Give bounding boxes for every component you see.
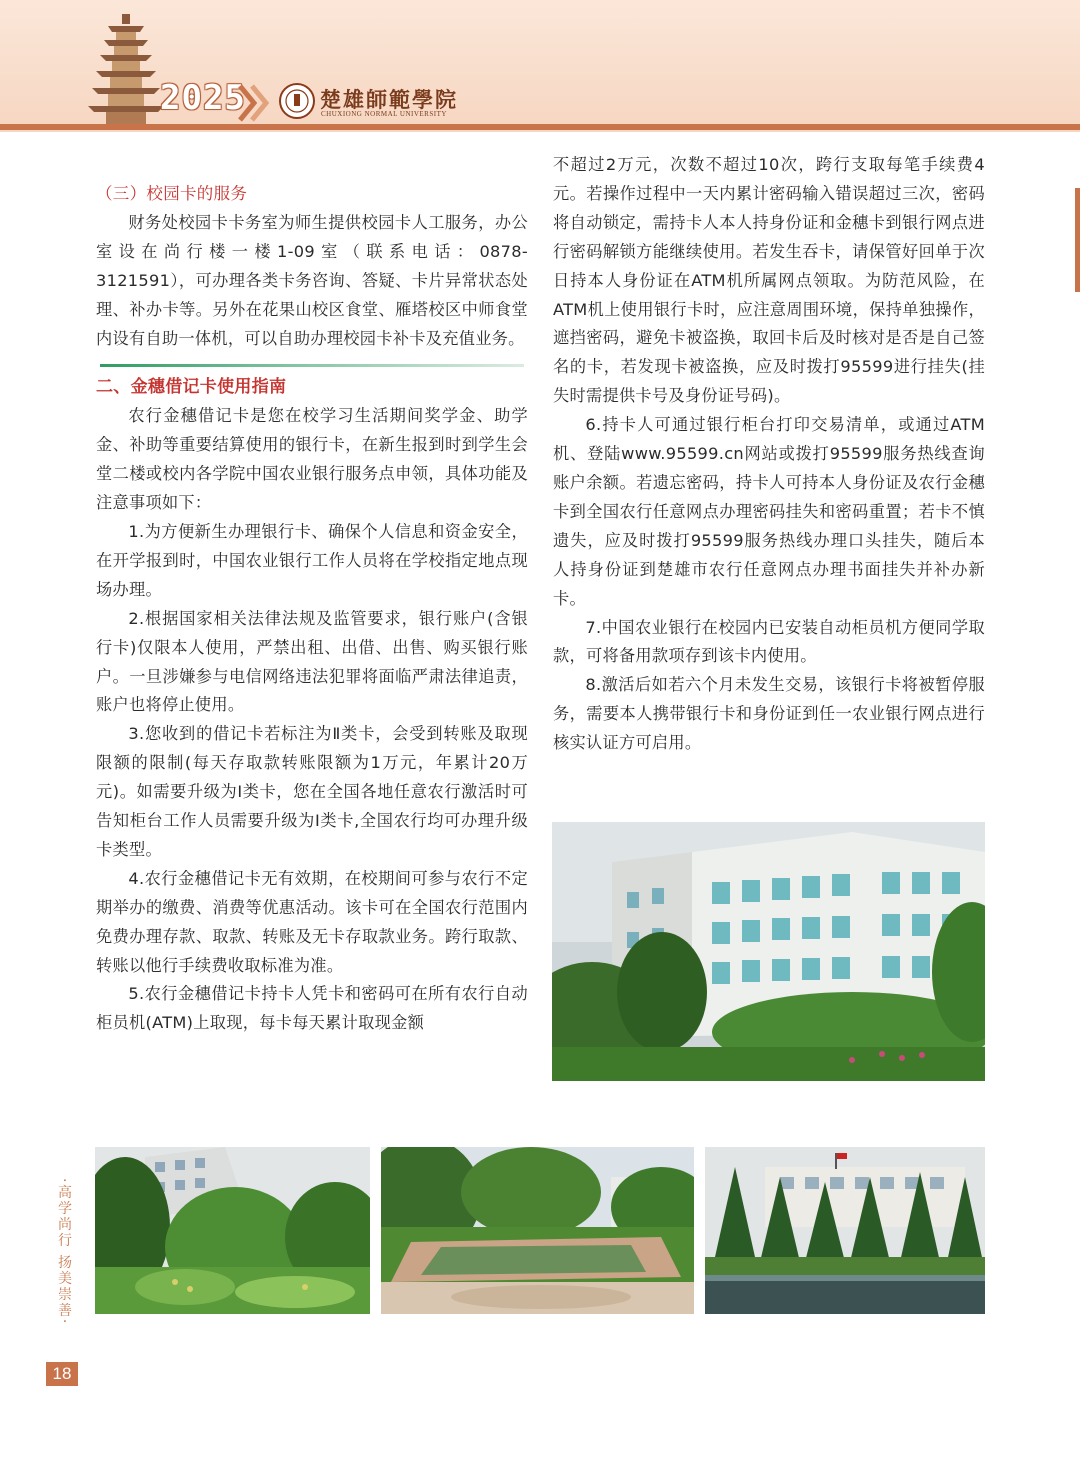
header-rule	[0, 124, 1080, 130]
item-4: 4.农行金穗借记卡无有效期，在校期间可参与农行不定期举办的缴费、消费等优惠活动。该卡可在全国农行范围内免费办理存款、取款、转账及无卡存取款业务。跨行取款、转账以他行手续费收取标准为准。	[96, 868, 528, 975]
edge-tab	[1075, 188, 1080, 292]
item-5-part-2: 不超过2万元，次数不超过10次，跨行支取每笔手续费4元。若操作过程中一天内累计密码输入错误超过三次，密码将自动锁定，需持卡人本人持身份证和金穗卡到银行网点进行密码解锁方能继续使用。若发生吞卡，请保管好回单于次日持本人身份证在ATM机所属网点领取。为防范风险，在ATM机上使用银行卡时，应注意周围环境，保持单独操作，遮挡密码，避免卡被盗换，取回卡后及时核对是否是自己签名的卡，若发现卡被盗换，应及时拨打95599进行挂失(挂失时需提供卡号及身份证号码)。	[553, 155, 985, 406]
campus-pond-photo	[705, 1147, 985, 1314]
item-7: 7.中国农业银行在校园内已安装自动柜员机方便同学取款，可将备用款项存到该卡内使用。	[553, 617, 985, 666]
intro-paragraph: 农行金穗借记卡是您在校学习生活期间奖学金、助学金、补助等重要结算使用的银行卡，在新生报到时到学生会堂二楼或校内各学院中国农业银行服务点申领，具体功能及注意事项如下：	[96, 406, 528, 513]
item-1: 1.为方便新生办理银行卡、确保个人信息和资金安全，在开学报到时，中国农业银行工作人员将在学校指定地点现场办理。	[96, 521, 528, 599]
item-3: 3.您收到的借记卡若标注为Ⅱ类卡，会受到转账及取现限额的限制(每天存取款转账限额为1万元，年累计20万元)。如需要升级为Ⅰ类卡，您在全国各地任意农行激活时可告知柜台工作人员需要升级为Ⅰ类卡,全国农行均可办理升级卡类型。	[96, 724, 528, 859]
item-5-part-1: 5.农行金穗借记卡持卡人凭卡和密码可在所有农行自动柜员机(ATM)上取现，每卡每天累计取现金额	[96, 984, 528, 1033]
item-2: 2.根据国家相关法律法规及监管要求，银行账户(含银行卡)仅限本人使用，严禁出租、出借、出售、购买银行账户。一旦涉嫌参与电信网络违法犯罪将面临严肃法律追责，账户也将停止使用。	[96, 608, 528, 715]
chevron-right-icon	[236, 84, 270, 122]
page-header	[0, 0, 1080, 132]
section-title: 二、金穗借记卡使用指南	[96, 377, 287, 398]
subsection-title: （三）校园卡的服务	[96, 184, 248, 203]
item-8: 8.激活后如若六个月未发生交易，该银行卡将被暂停服务，需要本人携带银行卡和身份证到任一农业银行网点进行核实认证方可启用。	[553, 675, 985, 753]
right-column	[553, 151, 985, 758]
section-divider	[100, 364, 524, 367]
campus-garden-photo-2	[381, 1147, 694, 1314]
campus-garden-photo-1	[95, 1147, 370, 1314]
year-badge: 2025	[160, 78, 246, 118]
page-number: 18	[46, 1362, 78, 1386]
school-name-en: CHUXIONG NORMAL UNIVERSITY	[321, 110, 447, 118]
school-seal-icon	[278, 82, 316, 120]
campus-building-photo	[552, 822, 985, 1081]
left-column	[96, 180, 528, 1038]
school-name-cn: 楚雄師範學院	[320, 87, 458, 112]
subsection-paragraph: 财务处校园卡卡务室为师生提供校园卡人工服务，办公室设在尚行楼一楼1-09室（联系电话：0878-3121591），可办理各类卡务咨询、答疑、卡片异常状态处理、补办卡等。另外在花果山校区食堂、雁塔校区中师食堂内设有自助一体机，可以自助办理校园卡补卡及充值业务。	[96, 212, 528, 348]
side-motto: ·高学尚行 扬美崇善·	[56, 1178, 72, 1326]
pagoda-icon	[86, 14, 166, 126]
item-6: 6.持卡人可通过银行柜台打印交易清单，或通过ATM机、登陆www.95599.cn网站或拨打95599服务热线查询账户余额。若遗忘密码，持卡人可持本人身份证及农行金穗卡到全国农行任意网点办理密码挂失和密码重置；若卡不慎遗失，应及时拨打95599服务热线办理口头挂失，随后本人持身份证到楚雄市农行任意网点办理书面挂失并补办新卡。	[553, 415, 985, 608]
